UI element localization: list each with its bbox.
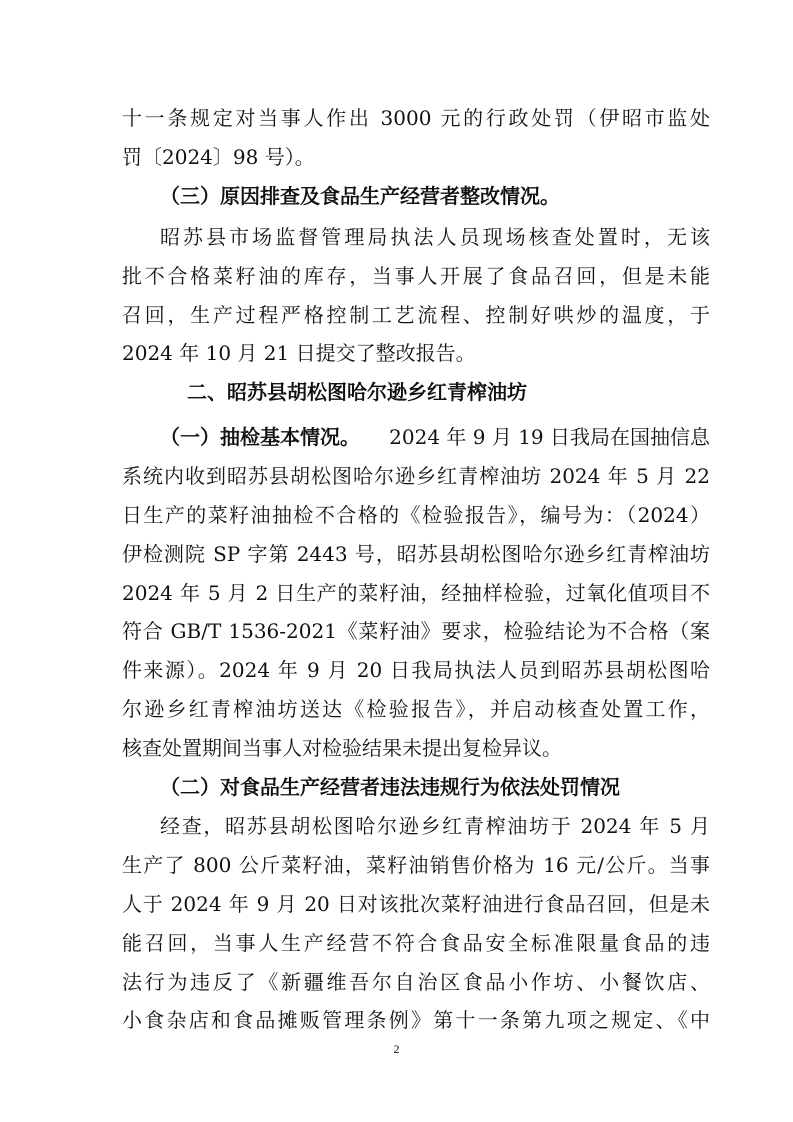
body-text-line: 生产了 800 公斤菜籽油，菜籽油销售价格为 16 元/公斤。当事 [122, 853, 710, 877]
body-text-line: 系统内收到昭苏县胡松图哈尔逊乡红青榨油坊 2024 年 5 月 22 [122, 464, 710, 488]
body-text-line: 十一条规定对当事人作出 3000 元的行政处罚（伊昭市监处 [122, 106, 710, 130]
body-text-line: 符合 GB/T 1536-2021《菜籽油》要求，检验结论为不合格（案 [122, 619, 710, 643]
body-text-line: 批不合格菜籽油的库存，当事人开展了食品召回，但是未能 [122, 264, 710, 288]
body-text-line: 件来源）。2024 年 9 月 20 日我局执法人员到昭苏县胡松图哈 [122, 658, 710, 682]
body-text-line: 人于 2024 年 9 月 20 日对该批次菜籽油进行食品召回，但是未 [122, 892, 710, 916]
page-number: 2 [393, 1042, 400, 1056]
body-text-line: 昭苏县市场监督管理局执法人员现场核查处置时，无该 [160, 225, 710, 249]
body-text-line: 核查处置期间当事人对检验结果未提出复检异议。 [122, 736, 562, 760]
body-text-line: 日生产的菜籽油抽检不合格的《检验报告》，编号为：（2024） [122, 503, 710, 527]
section-heading: （三）原因排查及食品生产经营者整改情况。 [160, 184, 560, 208]
body-text-line: 罚〔2024〕98 号）。 [122, 145, 315, 169]
body-text-line: 尔逊乡红青榨油坊送达《检验报告》，并启动核查处置工作， [122, 697, 710, 721]
body-text-line: 法行为违反了《新疆维吾尔自治区食品小作坊、小餐饮店、 [122, 970, 710, 994]
body-text-line: 小食杂店和食品摊贩管理条例》第十一条第九项之规定、《中 [122, 1008, 710, 1032]
body-text-span: 2024 年 9 月 19 日我局在国抽信息 [389, 425, 710, 449]
paragraph-first-line [160, 423, 710, 451]
body-text-line: 伊检测院 SP 字第 2443 号，昭苏县胡松图哈尔逊乡红青榨油坊 [122, 542, 710, 566]
inline-heading: （一）抽检基本情况。 [160, 425, 360, 449]
section-heading: （二）对食品生产经营者违法违规行为依法处罚情况 [160, 775, 620, 799]
section-heading: 二、昭苏县胡松图哈尔逊乡红青榨油坊 [187, 380, 527, 404]
body-text-line: 经查，昭苏县胡松图哈尔逊乡红青榨油坊于 2024 年 5 月 [160, 814, 710, 838]
body-text-line: 2024 年 5 月 2 日生产的菜籽油，经抽样检验，过氧化值项目不 [122, 581, 710, 605]
body-text-line: 召回，生产过程严格控制工艺流程、控制好哄炒的温度，于 [122, 303, 710, 327]
body-text-line: 2024 年 10 月 21 日提交了整改报告。 [122, 341, 476, 365]
body-text-line: 能召回，当事人生产经营不符合食品安全标准限量食品的违 [122, 931, 710, 955]
